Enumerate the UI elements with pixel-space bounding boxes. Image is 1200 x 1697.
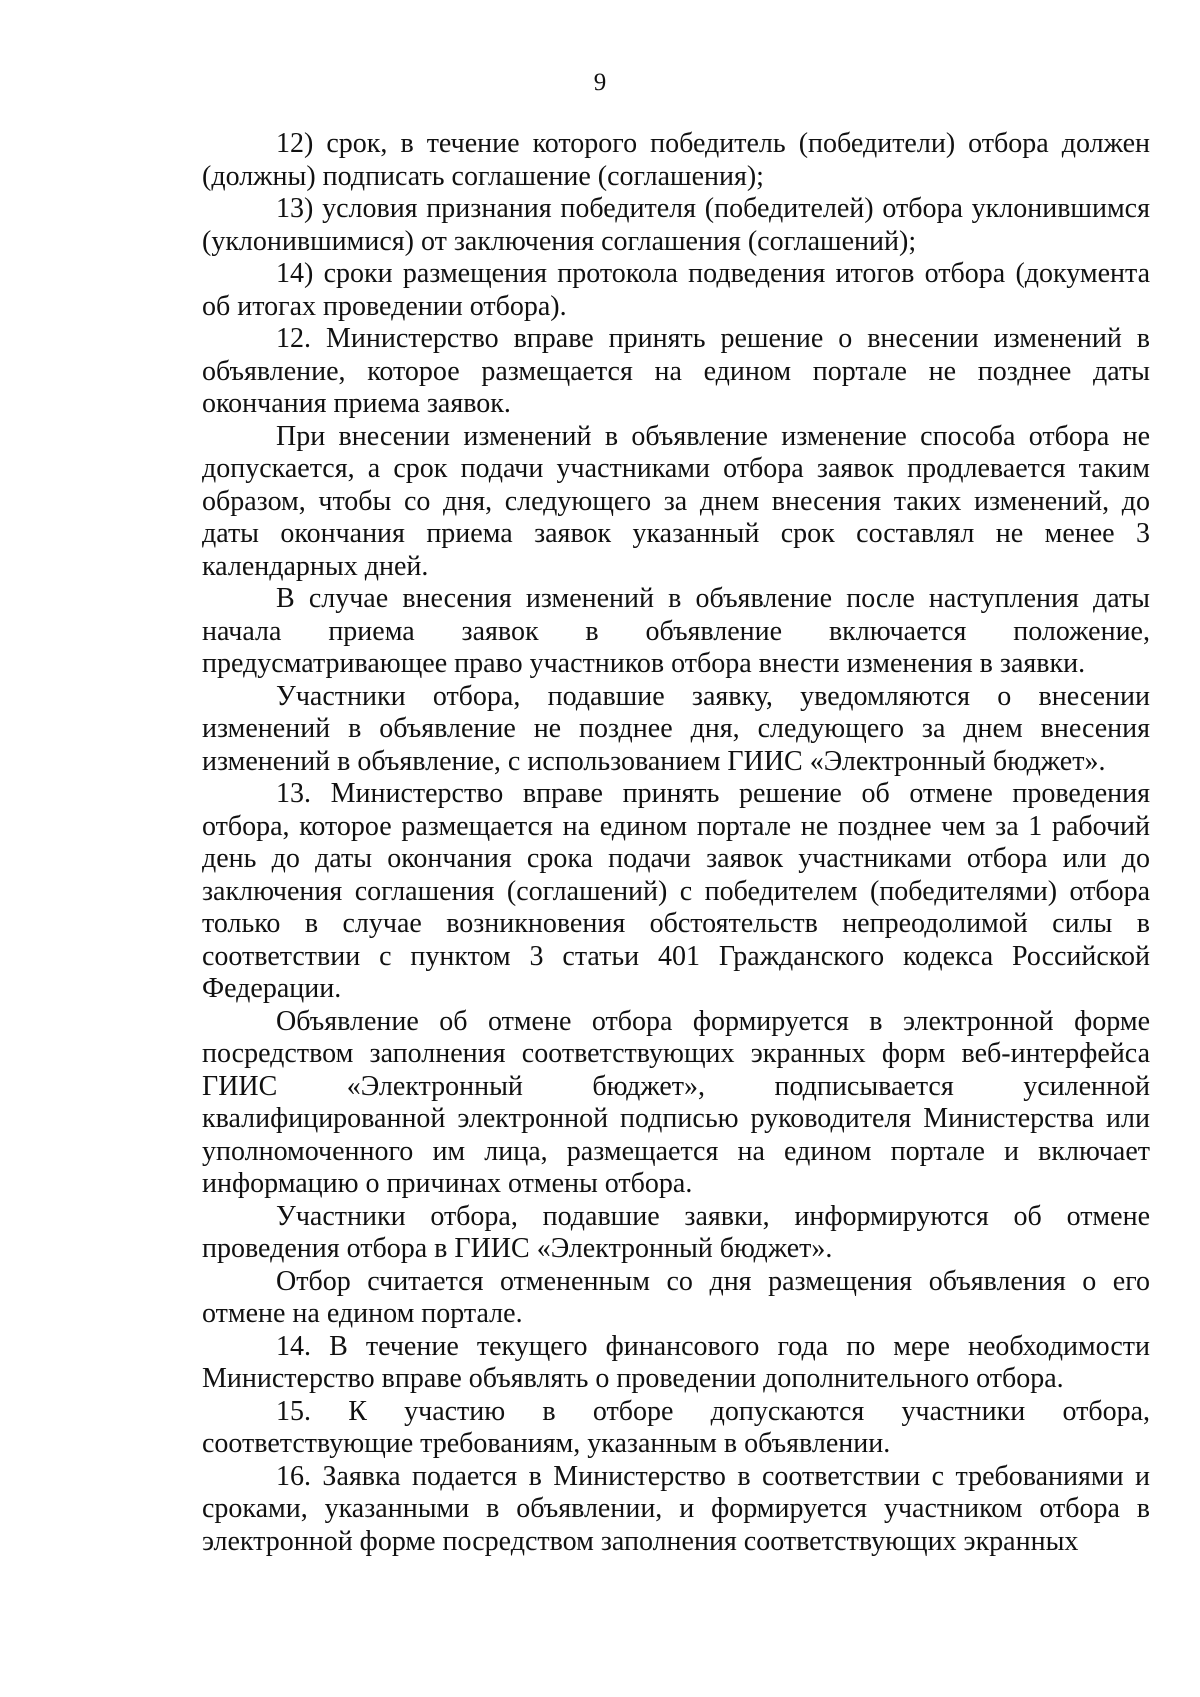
paragraph-clause-14: 14. В течение текущего финансового года по мере необходимости Министерство вправе объявлять о проведении дополнительного отбора.	[202, 1330, 1150, 1394]
paragraph-clause-16: 16. Заявка подается в Министерство в соответствии с требованиями и сроками, указанными в объявлении, и формируется участником отбора в электронной форме посредством заполнения соответствующих экранных	[202, 1460, 1150, 1557]
paragraph-clause-13-participants-informed: Участники отбора, подавшие заявки, информируются об отмене проведения отбора в ГИИС «Электронный бюджет».	[202, 1200, 1150, 1264]
paragraph-clause-12: 12. Министерство вправе принять решение о внесении изменений в объявление, которое размещается на едином портале не позднее даты окончания приема заявок.	[202, 323, 1150, 419]
paragraph-clause-13: 13. Министерство вправе принять решение об отмене проведения отбора, которое размещается на едином портале не позднее чем за 1 рабочий день до даты окончания срока подачи заявок участниками отбора или до заключения соглашения (соглашений) с победителем (победителями) отбора только в случае возникновения обстоятельств непреодолимой силы в соответствии с пунктом 3 статьи 401 Гражданского кодекса Российской Федерации.	[202, 778, 1150, 1004]
paragraph-clause-13-cancellation-notice: Объявление об отмене отбора формируется в электронной форме посредством заполнения соответствующих экранных форм веб-интерфейса ГИИС «Электронный бюджет», подписывается усиленной квалифицированной электронной подписью руководителя Министерства или уполномоченного им лица, размещается на едином портале и включает информацию о причинах отмены отбора.	[202, 1005, 1150, 1199]
paragraph-clause-12-notification: Участники отбора, подавшие заявку, уведомляются о внесении изменений в объявление не позднее дня, следующего за днем внесения изменений в объявление, с использованием ГИИС «Электронный бюджет».	[202, 680, 1150, 777]
paragraph-clause-15: 15. К участию в отборе допускаются участники отбора, соответствующие требованиям, указанным в объявлении.	[202, 1395, 1150, 1459]
paragraph-clause-12-after-start: В случае внесения изменений в объявление после наступления даты начала приема заявок в объявление включается положение, предусматривающее право участников отбора внести изменения в заявки.	[202, 583, 1150, 679]
paragraph-item-13-conditions: 13) условия признания победителя (победителей) отбора уклонившимся (уклонившимися) от заключения соглашения (соглашений);	[202, 193, 1150, 257]
document-body	[202, 128, 1150, 1558]
page-number: 9	[593, 69, 607, 96]
paragraph-clause-13-cancelled-date: Отбор считается отмененным со дня размещения объявления о его отмене на едином портале.	[202, 1265, 1150, 1329]
paragraph-clause-12-changes: При внесении изменений в объявление изменение способа отбора не допускается, а срок подачи участниками отбора заявок продлевается таким образом, чтобы со дня, следующего за днем внесения таких изменений, до даты окончания приема заявок указанный срок составлял не менее 3 календарных дней.	[202, 420, 1150, 582]
paragraph-item-12-term: 12) срок, в течение которого победитель (победители) отбора должен (должны) подписать соглашение (соглашения);	[202, 128, 1150, 192]
paragraph-item-14-protocol-terms: 14) сроки размещения протокола подведения итогов отбора (документа об итогах проведении отбора).	[202, 258, 1150, 322]
